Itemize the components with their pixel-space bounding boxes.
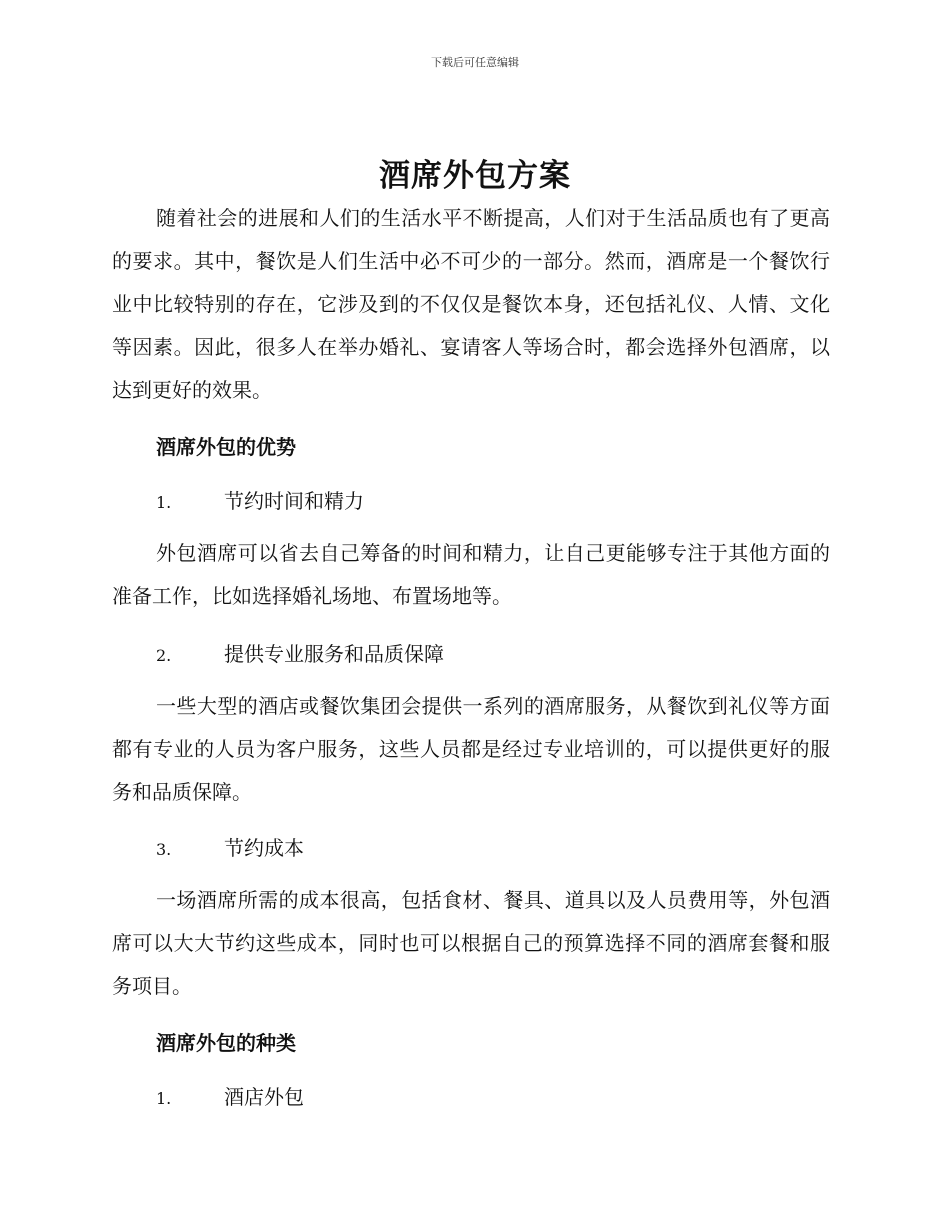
page-header: 下载后可任意编辑 — [431, 56, 519, 69]
list-item-1 — [156, 485, 364, 514]
list-item-2 — [156, 638, 444, 667]
intro-paragraph: 随着社会的进展和人们的生活水平不断提高，人们对于生活品质也有了更高的要求。其中，餐饮是人们生活中必不可少的一部分。然而，酒席是一个餐饮行业中比较特别的存在，它涉及到的不仅仅是餐饮本身，还包括礼仪、人情、文化等因素。因此，很多人在举办婚礼、宴请客人等场合时，都会选择外包酒席，以达到更好的效果。 — [112, 206, 830, 402]
section-heading-types: 酒席外包的种类 — [156, 1031, 296, 1055]
list-item-title: 提供专业服务和品质保障 — [224, 642, 444, 666]
list-number: 1. — [156, 493, 172, 512]
paragraph-save-cost: 一场酒席所需的成本很高，包括食材、餐具、道具以及人员费用等，外包酒席可以大大节约这些成本，同时也可以根据自己的预算选择不同的酒席套餐和服务项目。 — [112, 888, 830, 998]
paragraph-save-time: 外包酒席可以省去自己筹备的时间和精力，让自己更能够专注于其他方面的准备工作，比如选择婚礼场地、布置场地等。 — [112, 541, 830, 608]
list-item-hotel — [156, 1081, 304, 1110]
list-number: 2. — [156, 646, 172, 665]
list-item-title: 节约时间和精力 — [224, 489, 364, 513]
section-heading-advantages: 酒席外包的优势 — [156, 435, 296, 459]
list-number: 1. — [156, 1089, 172, 1108]
paragraph-professional-service: 一些大型的酒店或餐饮集团会提供一系列的酒席服务，从餐饮到礼仪等方面都有专业的人员为客户服务，这些人员都是经过专业培训的，可以提供更好的服务和品质保障。 — [112, 694, 830, 804]
list-item-title: 节约成本 — [224, 836, 304, 860]
list-number: 3. — [156, 840, 172, 859]
document-title: 酒席外包方案 — [379, 158, 571, 194]
list-item-3 — [156, 832, 304, 861]
list-item-title: 酒店外包 — [224, 1085, 304, 1109]
